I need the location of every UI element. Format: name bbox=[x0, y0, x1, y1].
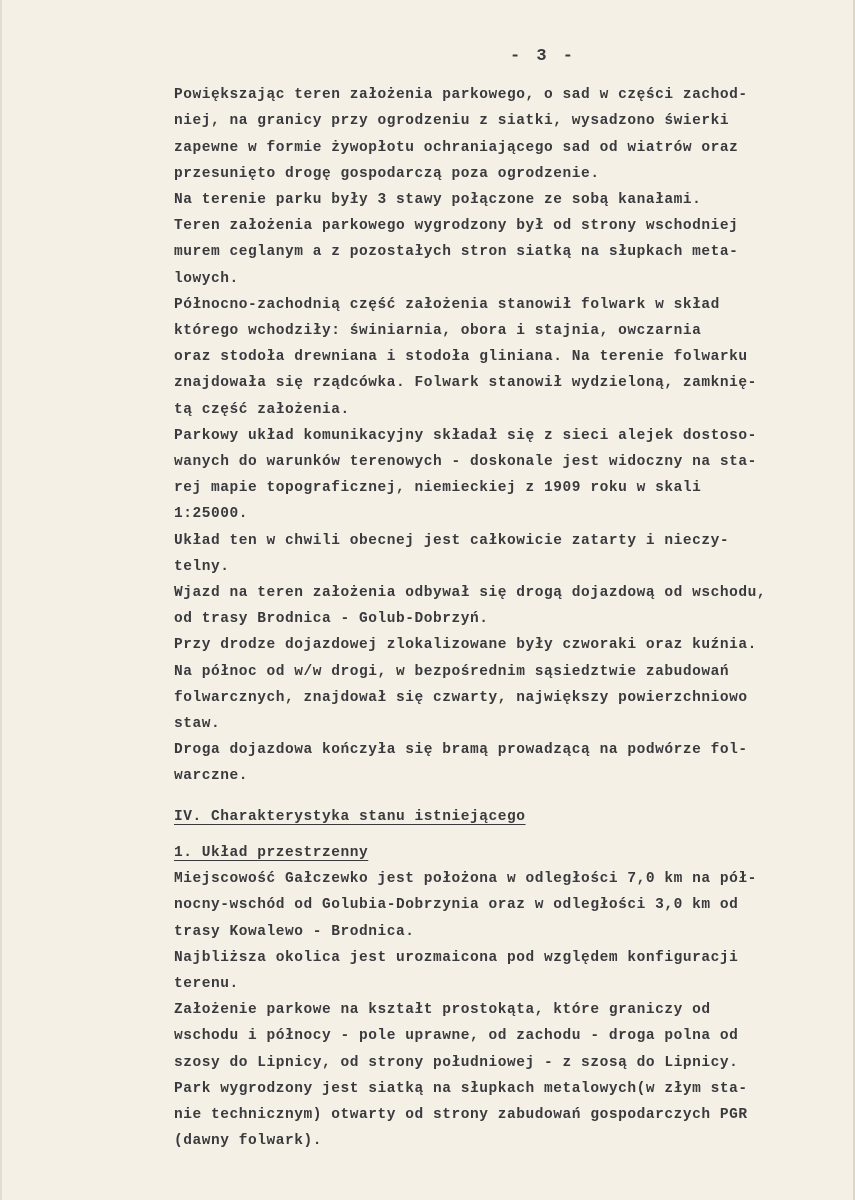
text-line: Parkowy układ komunikacyjny składał się z sieci alejek dostoso- bbox=[174, 427, 757, 444]
typewritten-text bbox=[174, 44, 842, 1154]
text-line: którego wchodziły: świniarnia, obora i stajnia, owczarnia bbox=[174, 323, 702, 340]
text-line: od trasy Brodnica - Golub-Dobrzyń. bbox=[174, 611, 489, 628]
text-part-2 bbox=[174, 866, 842, 1154]
text-line: wschodu i północy - pole uprawne, od zachodu - droga polna od bbox=[174, 1028, 739, 1045]
text-line: 1:25000. bbox=[174, 506, 249, 523]
text-line: folwarcznych, znajdował się czwarty, największy powierzchniowo bbox=[174, 689, 748, 706]
text-line: rej mapie topograficznej, niemieckiej z 1909 roku w skali bbox=[174, 480, 702, 497]
text-line: Wjazd na teren założenia odbywał się drogą dojazdową od wschodu, bbox=[174, 585, 767, 602]
text-line: telny. bbox=[174, 558, 230, 575]
text-line: Przy drodze dojazdowej zlokalizowane były czworaki oraz kuźnia. bbox=[174, 637, 757, 654]
subsection-heading: 1. Układ przestrzenny bbox=[174, 844, 369, 861]
text-line: terenu. bbox=[174, 975, 239, 992]
paragraph bbox=[174, 1076, 842, 1155]
text-line: oraz stodoła drewniana i stodoła gliniana. Na terenie folwarku bbox=[174, 349, 748, 366]
text-line: znajdowała się rządcówka. Folwark stanowił wydzieloną, zamknię- bbox=[174, 375, 757, 392]
text-line: staw. bbox=[174, 716, 221, 733]
text-line: Teren założenia parkowego wygrodzony był od strony wschodniej bbox=[174, 218, 739, 235]
text-line: Północno-zachodnią część założenia stanowił folwark w skład bbox=[174, 296, 720, 313]
text-line: trasy Kowalewo - Brodnica. bbox=[174, 923, 415, 940]
paragraph bbox=[174, 213, 842, 292]
paragraph bbox=[174, 737, 842, 789]
text-line: Na terenie parku były 3 stawy połączone ze sobą kanałami. bbox=[174, 192, 702, 209]
paragraph bbox=[174, 580, 842, 632]
page-number: - 3 - bbox=[509, 47, 576, 66]
paragraph bbox=[174, 187, 842, 213]
text-line: tą część założenia. bbox=[174, 401, 350, 418]
text-line: Założenie parkowe na kształt prostokąta, które graniczy od bbox=[174, 1002, 711, 1019]
text-line: wanych do warunków terenowych - doskonale jest widoczny na sta- bbox=[174, 454, 757, 471]
paragraph bbox=[174, 528, 842, 580]
text-line: zapewne w formie żywopłotu ochraniającego sad od wiatrów oraz bbox=[174, 139, 739, 156]
text-line: szosy do Lipnicy, od strony południowej - z szosą do Lipnicy. bbox=[174, 1054, 739, 1071]
paragraph bbox=[174, 82, 842, 187]
text-line: Park wygrodzony jest siatką na słupkach metalowych(w złym sta- bbox=[174, 1080, 748, 1097]
text-line: niej, na granicy przy ogrodzeniu z siatki, wysadzono świerki bbox=[174, 113, 730, 130]
text-line: Najbliższa okolica jest urozmaicona pod względem konfiguracji bbox=[174, 949, 739, 966]
paragraph bbox=[174, 632, 842, 658]
text-line: Powiększając teren założenia parkowego, o sad w części zachod- bbox=[174, 87, 748, 104]
text-line: nocny-wschód od Golubia-Dobrzynia oraz w odległości 3,0 km od bbox=[174, 897, 739, 914]
text-line: warczne. bbox=[174, 768, 249, 785]
text-line: Na północ od w/w drogi, w bezpośrednim sąsiedztwie zabudowań bbox=[174, 663, 730, 680]
text-part-1 bbox=[174, 82, 842, 789]
text-line: (dawny folwark). bbox=[174, 1133, 323, 1150]
section-heading: IV. Charakterystyka stanu istniejącego bbox=[174, 808, 526, 825]
paragraph bbox=[174, 997, 842, 1076]
paragraph bbox=[174, 292, 842, 423]
text-line: Droga dojazdowa kończyła się bramą prowadzącą na podwórze fol- bbox=[174, 742, 748, 759]
paragraph bbox=[174, 659, 842, 738]
text-line: nie technicznym) otwarty od strony zabudowań gospodarczych PGR bbox=[174, 1106, 748, 1123]
paragraph bbox=[174, 866, 842, 945]
text-line: przesunięto drogę gospodarczą poza ogrodzenie. bbox=[174, 165, 600, 182]
paragraph bbox=[174, 423, 842, 528]
text-line: Układ ten w chwili obecnej jest całkowicie zatarty i nieczy- bbox=[174, 532, 730, 549]
text-line: murem ceglanym a z pozostałych stron siatką na słupkach meta- bbox=[174, 244, 739, 261]
text-line: lowych. bbox=[174, 270, 239, 287]
paragraph bbox=[174, 945, 842, 997]
text-line: Miejscowość Gałczewko jest położona w odległości 7,0 km na pół- bbox=[174, 871, 757, 888]
